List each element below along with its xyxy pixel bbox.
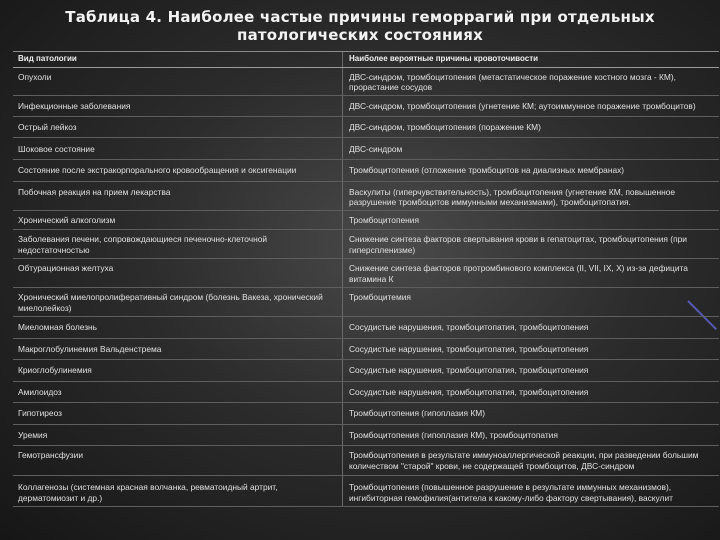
cell-causes: Тромбоцитопения (гипоплазия КМ) — [349, 408, 486, 418]
cell-pathology: Гипотиреоз — [13, 403, 343, 424]
cell-pathology: Уремия — [13, 425, 343, 446]
title-line-2: патологических состояниях — [237, 26, 483, 44]
table-header-row — [13, 52, 719, 68]
cell-causes: Тромбоцитопения — [349, 214, 419, 225]
table-row — [13, 96, 719, 118]
slide-title — [60, 8, 660, 44]
table-row — [13, 360, 719, 382]
cell-pathology: Опухоли — [13, 68, 343, 95]
cell-causes: ДВС-синдром, тромбоцитопения (метастатическое поражение костного мозга - КМ), прорастание сосудов — [349, 71, 677, 92]
cell-causes: ДВС-синдром — [349, 143, 403, 154]
table-row — [13, 382, 719, 404]
table-row — [13, 446, 719, 476]
table-row — [13, 138, 719, 161]
cell-pathology: Хронический миелопролиферативный синдром (болезнь Вакеза, хронический миелолейкоз) — [13, 288, 343, 316]
header-causes: Наиболее вероятные причины кровоточивости — [349, 54, 539, 63]
cell-causes: Снижение синтеза факторов протромбинового комплекса (II, VII, IX, X) из-за дефицита витамина К — [349, 263, 688, 284]
cell-pathology: Хронический алкоголизм — [13, 211, 343, 230]
table-row — [13, 160, 719, 182]
cell-pathology: Обтурационная желтуха — [13, 259, 343, 287]
table-row — [13, 117, 719, 138]
cell-causes: Сосудистые нарушения, тромбоцитопатия, тромбоцитопения — [349, 386, 589, 397]
header-pathology: Вид патологии — [13, 52, 343, 67]
table-row — [13, 259, 719, 288]
cell-causes: ДВС-синдром, тромбоцитопения (угнетение КМ; аутоиммунное поражение тромбоцитов) — [349, 100, 696, 111]
cell-pathology: Острый лейкоз — [13, 117, 343, 137]
table-row — [13, 288, 719, 317]
table-row — [13, 403, 719, 425]
table-row — [13, 68, 719, 96]
cell-pathology: Шоковое состояние — [13, 138, 343, 160]
cell-causes: Снижение синтеза факторов свертывания крови в гепатоцитах, тромбоцитопения (при гиперспленизме) — [349, 234, 687, 255]
table-row — [13, 339, 719, 361]
cell-pathology: Состояние после экстракорпорального кровообращения и оксигенации — [13, 160, 343, 181]
cell-pathology: Инфекционные заболевания — [13, 96, 343, 117]
cell-causes: Тромбоцитемия — [349, 292, 411, 302]
table-row — [13, 182, 719, 211]
cell-causes: Васкулиты (гиперчувствительность), тромбоцитопения (угнетение КМ, повышенное разрушение тромбоцитов иммунными механизмами), тромбоцитопатия. — [349, 186, 676, 207]
table-row — [13, 211, 719, 231]
table-row — [13, 476, 719, 507]
cell-causes: ДВС-синдром, тромбоцитопения (поражение КМ) — [349, 122, 541, 132]
cell-pathology: Заболевания печени, сопровождающиеся печеночно-клеточной недостаточностью — [13, 230, 343, 258]
cell-causes: Сосудистые нарушения, тромбоцитопатия, тромбоцитопения — [349, 365, 589, 375]
cell-pathology: Амилоидоз — [13, 382, 343, 403]
cell-causes: Тромбоцитопения (гипоплазия КМ), тромбоцитопатия — [349, 429, 558, 440]
table-row — [13, 425, 719, 447]
table-row — [13, 230, 719, 259]
table-row — [13, 317, 719, 339]
cell-pathology: Гемотрансфузии — [13, 446, 343, 475]
cell-pathology: Криоглобулинемия — [13, 360, 343, 381]
cell-causes: Сосудистые нарушения, тромбоцитопатия, тромбоцитопения — [349, 343, 589, 354]
table-body — [13, 68, 719, 508]
cell-causes: Тромбоцитопения (отложение тромбоцитов на диализных мембранах) — [349, 165, 625, 175]
cell-pathology: Макроглобулинемия Вальденстрема — [13, 339, 343, 360]
cell-causes: Сосудистые нарушения, тромбоцитопатия, тромбоцитопения — [349, 322, 589, 332]
cell-pathology: Миеломная болезнь — [13, 317, 343, 338]
causes-table — [13, 51, 719, 507]
cell-causes: Тромбоцитопения в результате иммуноаллергической реакции, при разведении большим количеством "старой" крови, не содержащей тромбоцитов, ДВС-синдром — [349, 450, 699, 471]
cell-pathology: Коллагенозы (системная красная волчанка, ревматоидный артрит, дерматомиозит и др.) — [13, 476, 343, 506]
cell-pathology: Побочная реакция на прием лекарства — [13, 182, 343, 210]
title-line-1: Таблица 4. Наиболее частые причины геморрагий при отдельных — [65, 8, 655, 26]
cell-causes: Тромбоцитопения (повышенное разрушение в результате иммунных механизмов), ингибиторная гемофилия(антитела к какому-либо фактору свертывания), васкулит — [349, 482, 673, 503]
